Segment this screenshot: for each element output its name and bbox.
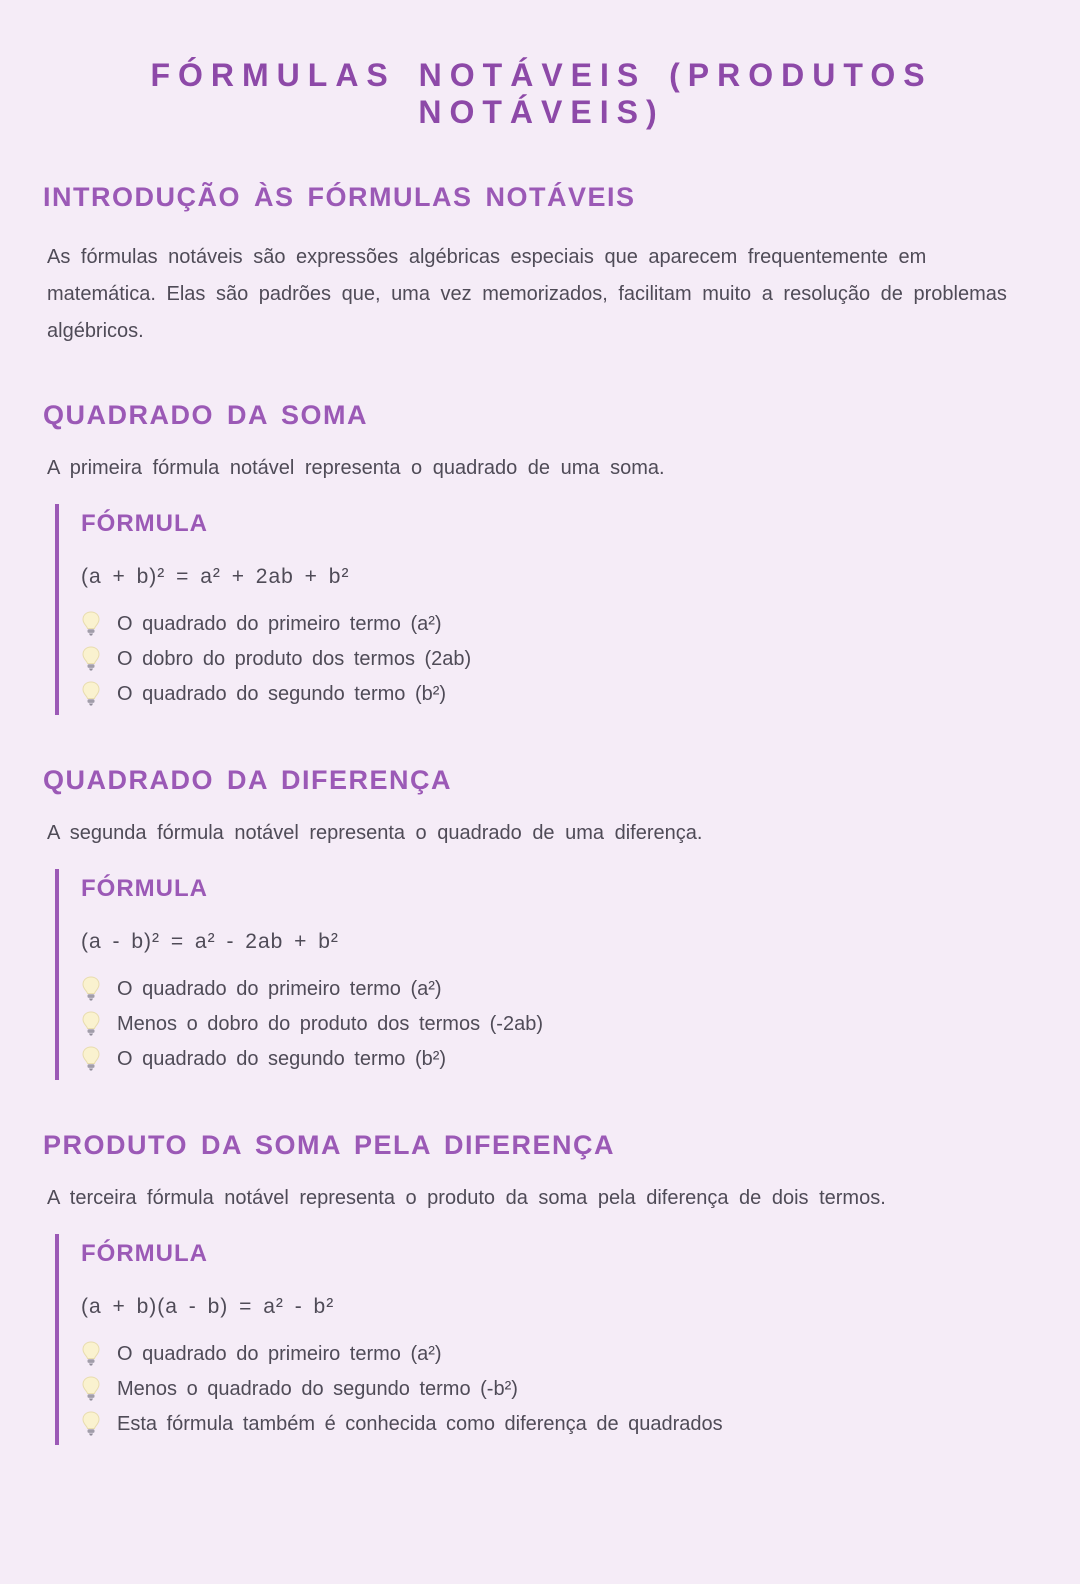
list-item-text: Esta fórmula também é conhecida como diferença de quadrados xyxy=(117,1413,723,1435)
formula-card xyxy=(55,869,1040,1080)
section-description: A primeira fórmula notável representa o quadrado de uma soma. xyxy=(47,457,665,479)
lightbulb-icon xyxy=(81,1411,101,1437)
lightbulb-icon xyxy=(81,976,101,1002)
formula-label: FÓRMULA xyxy=(81,875,208,902)
list-item xyxy=(81,1376,1040,1402)
list-item xyxy=(81,976,1040,1002)
section-heading: QUADRADO DA DIFERENÇA xyxy=(43,765,452,795)
list-item-text: O quadrado do segundo termo (b²) xyxy=(117,683,447,705)
formula-notes-list xyxy=(81,976,1040,1072)
list-item xyxy=(81,1046,1040,1072)
intro-heading: INTRODUÇÃO ÀS FÓRMULAS NOTÁVEIS xyxy=(43,182,636,212)
lightbulb-icon xyxy=(81,1376,101,1402)
list-item-text: O quadrado do primeiro termo (a²) xyxy=(117,1343,442,1365)
lightbulb-icon xyxy=(81,1341,101,1367)
section-quadrado-da-diferenca xyxy=(43,765,1040,1080)
list-item-text: O quadrado do segundo termo (b²) xyxy=(117,1048,447,1070)
lightbulb-icon xyxy=(81,1046,101,1072)
section-heading: QUADRADO DA SOMA xyxy=(43,400,368,430)
lightbulb-icon xyxy=(81,1011,101,1037)
section-produto-soma-diferenca xyxy=(43,1130,1040,1445)
list-item xyxy=(81,1341,1040,1367)
section-description: A terceira fórmula notável representa o produto da soma pela diferença de dois termos. xyxy=(47,1187,886,1209)
lightbulb-icon xyxy=(81,681,101,707)
formula-expression: (a + b)(a - b) = a² - b² xyxy=(81,1295,335,1318)
list-item xyxy=(81,646,1040,672)
notes-page xyxy=(0,57,1080,1445)
list-item-text: O dobro do produto dos termos (2ab) xyxy=(117,648,472,670)
section-heading: PRODUTO DA SOMA PELA DIFERENÇA xyxy=(43,1130,616,1160)
intro-paragraph: As fórmulas notáveis são expressões algébricas especiais que aparecem frequentemente em matemática. Elas são padrões que, uma vez memorizados, facilitam muito a resolução de problemas algébricos. xyxy=(47,246,1007,342)
formula-label: FÓRMULA xyxy=(81,1240,208,1267)
list-item-text: O quadrado do primeiro termo (a²) xyxy=(117,613,442,635)
formula-label: FÓRMULA xyxy=(81,510,208,537)
formula-card xyxy=(55,504,1040,715)
lightbulb-icon xyxy=(81,646,101,672)
formula-expression: (a + b)² = a² + 2ab + b² xyxy=(81,565,350,588)
list-item xyxy=(81,681,1040,707)
formula-card xyxy=(55,1234,1040,1445)
formula-expression: (a - b)² = a² - 2ab + b² xyxy=(81,930,339,953)
list-item xyxy=(81,611,1040,637)
formula-notes-list xyxy=(81,1341,1040,1437)
list-item-text: Menos o quadrado do segundo termo (-b²) xyxy=(117,1378,518,1400)
list-item-text: Menos o dobro do produto dos termos (-2ab) xyxy=(117,1013,543,1035)
list-item-text: O quadrado do primeiro termo (a²) xyxy=(117,978,442,1000)
formula-notes-list xyxy=(81,611,1040,707)
section-description: A segunda fórmula notável representa o quadrado de uma diferença. xyxy=(47,822,703,844)
page-title: FÓRMULAS NOTÁVEIS (PRODUTOS NOTÁVEIS) xyxy=(150,57,933,130)
list-item xyxy=(81,1411,1040,1437)
section-quadrado-da-soma xyxy=(43,400,1040,715)
list-item xyxy=(81,1011,1040,1037)
lightbulb-icon xyxy=(81,611,101,637)
